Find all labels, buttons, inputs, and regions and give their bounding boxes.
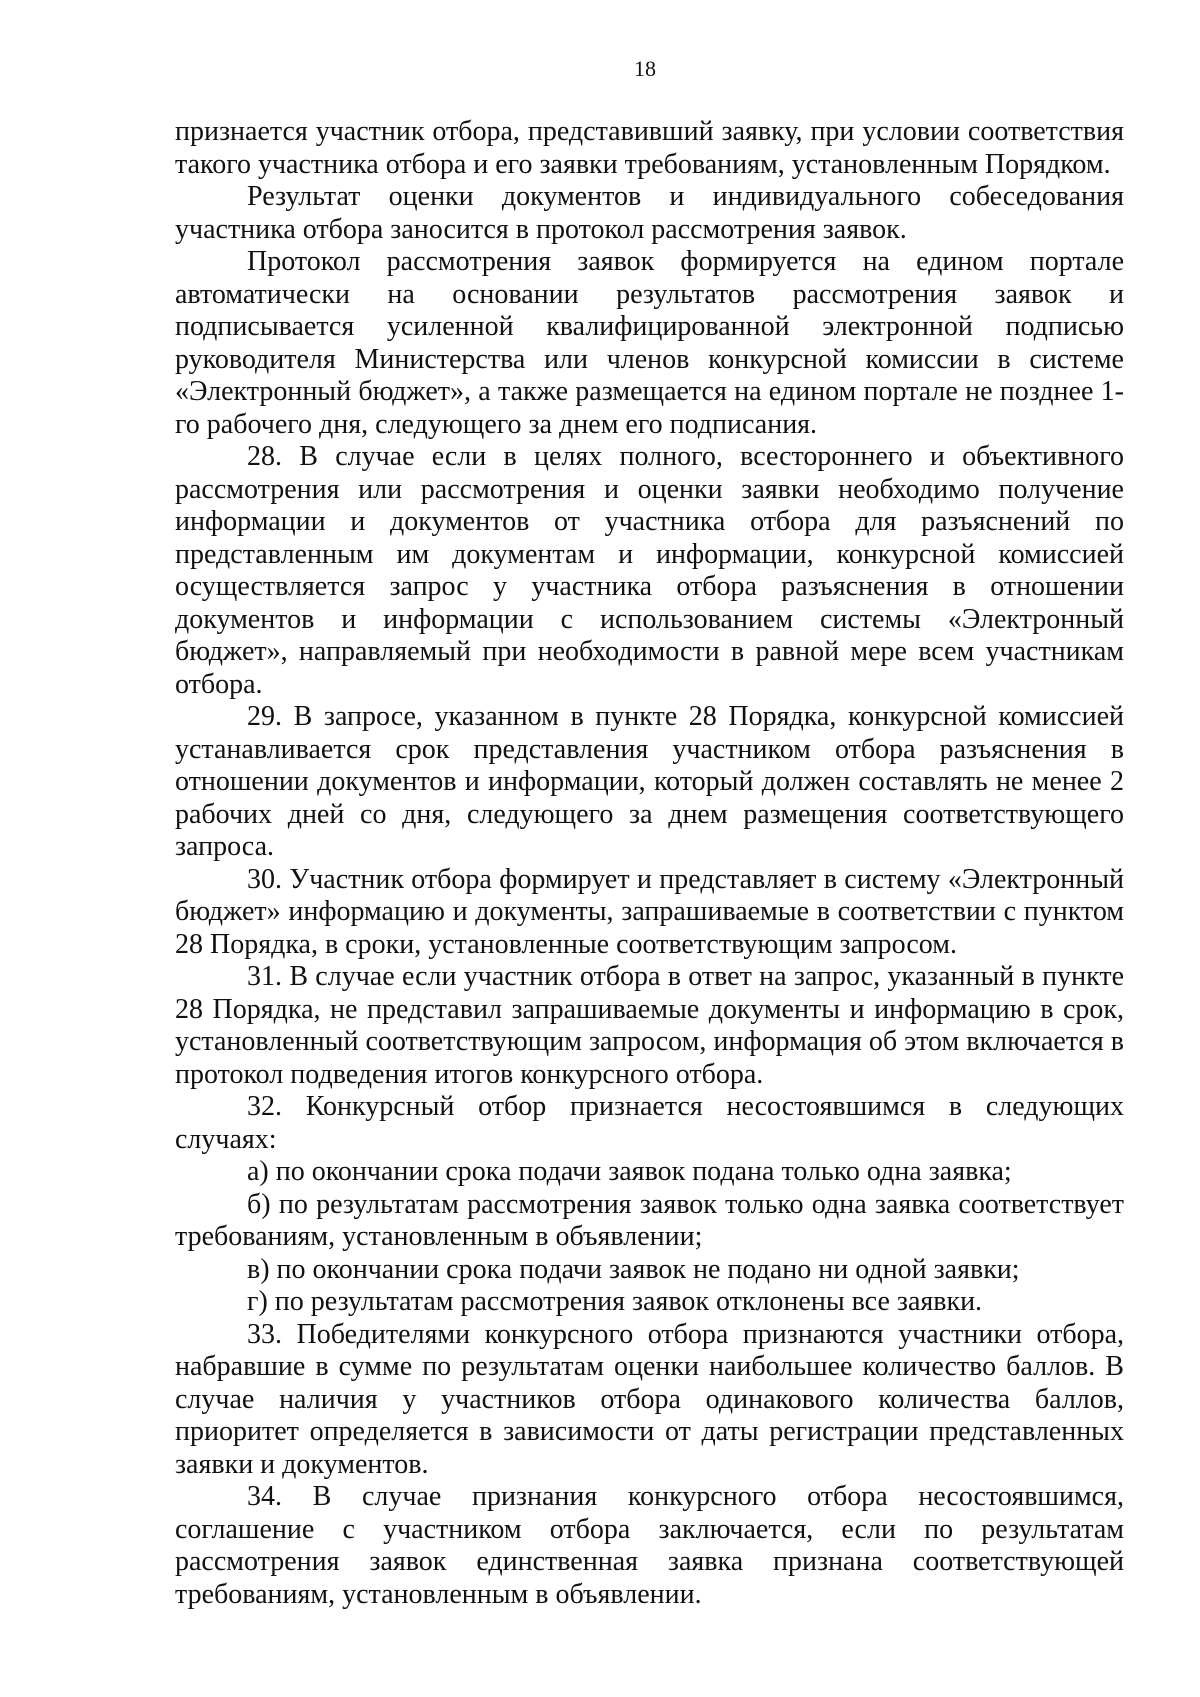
paragraph-item-32-g: г) по результатам рассмотрения заявок отклонены все заявки.: [247, 1286, 983, 1317]
paragraph-item-33: 33. Победителями конкурсного отбора признаются участники отбора, набравшие в сумме по результатам оценки наибольшее количество баллов. В случае наличия у участников отбора одинакового количества баллов, приоритет определяется в зависимости от даты регистрации представленных заявки и документов.: [175, 1318, 1124, 1480]
paragraph-evaluation-result: Результат оценки документов и индивидуального собеседования участника отбора заносится в протокол рассмотрения заявок.: [175, 181, 1124, 245]
paragraph-item-32-b: б) по результатам рассмотрения заявок только одна заявка соответствует требованиям, установленным в объявлении;: [175, 1188, 1124, 1252]
paragraph-item-30: 30. Участник отбора формирует и представляет в систему «Электронный бюджет» информацию и документы, запрашиваемые в соответствии с пунктом 28 Порядка, в сроки, установленные соответствующим запросом.: [175, 863, 1124, 960]
paragraph-item-32: 32. Конкурсный отбор признается несостоявшимся в следующих случаях:: [175, 1091, 1124, 1155]
page-number: 18: [634, 56, 656, 81]
paragraph-continuation: признается участник отбора, представивший заявку, при условии соответствия такого участника отбора и его заявки требованиям, установленным Порядком.: [175, 116, 1124, 180]
paragraph-item-29: 29. В запросе, указанном в пункте 28 Порядка, конкурсной комиссией устанавливается срок представления участником отбора разъяснения в отношении документов и информации, который должен составлять не менее 2 рабочих дней со дня, следующего за днем размещения соответствующего запроса.: [175, 701, 1124, 862]
paragraph-item-32-v: в) по окончании срока подачи заявок не подано ни одной заявки;: [247, 1253, 1020, 1285]
paragraph-item-34: 34. В случае признания конкурсного отбора несостоявшимся, соглашение с участником отбора заключается, если по результатам рассмотрения заявок единственная заявка признана соответствующей требованиям, установленным в объявлении.: [175, 1481, 1124, 1610]
paragraph-item-32-a: а) по окончании срока подачи заявок подана только одна заявка;: [247, 1156, 1012, 1187]
paragraph-item-31: 31. В случае если участник отбора в ответ на запрос, указанный в пункте 28 Порядка, не представил запрашиваемые документы и информацию в срок, установленный соответствующим запросом, информация об этом включается в протокол подведения итогов конкурсного отбора.: [175, 961, 1124, 1090]
paragraph-item-28: 28. В случае если в целях полного, всестороннего и объективного рассмотрения или рассмотрения и оценки заявки необходимо получение информации и документов от участника отбора для разъяснений по представленным им документам и информации, конкурсной комиссией осуществляется запрос у участника отбора разъяснения в отношении документов и информации с использованием системы «Электронный бюджет», направляемый при необходимости в равной мере всем участникам отбора.: [175, 441, 1124, 700]
document-body: [175, 116, 1124, 1611]
paragraph-protocol: Протокол рассмотрения заявок формируется на едином портале автоматически на основании результатов рассмотрения заявок и подписывается усиленной квалифицированной электронной подписью руководителя Министерства или членов конкурсной комиссии в системе «Электронный бюджет», а также размещается на едином портале не позднее 1-го рабочего дня, следующего за днем его подписания.: [175, 246, 1124, 440]
